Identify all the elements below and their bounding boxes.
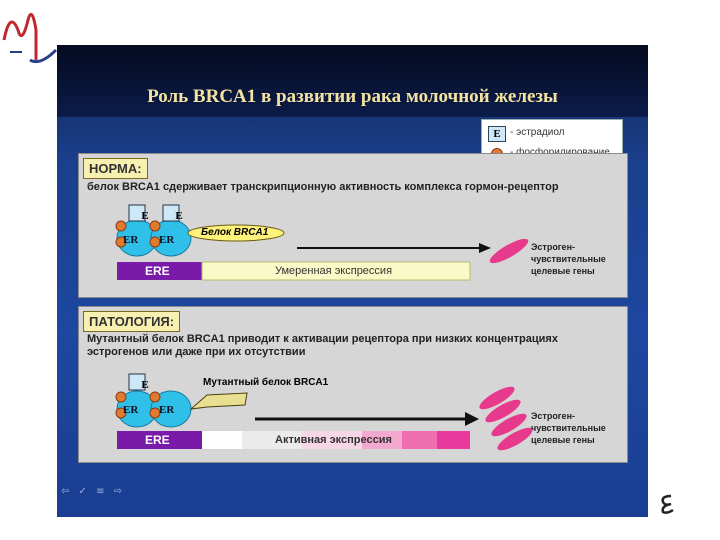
pathology-target-line2: чувствительные (531, 423, 606, 433)
phosphate-dot-7 (150, 392, 160, 402)
institution-logo (0, 0, 60, 70)
pathology-expression-label: Активная экспрессия (275, 434, 392, 446)
phosphate-dot-1 (116, 221, 126, 231)
pathology-target-line1: Эстроген- (531, 411, 575, 421)
norm-ere-label: ERE (145, 264, 170, 278)
norm-expression-label: Умеренная экспрессия (275, 265, 393, 277)
active-expression-arrowhead (465, 412, 479, 426)
expression-arrowhead (479, 243, 491, 253)
pathology-ere-label: ERE (145, 433, 170, 447)
active-bar-seg-1 (202, 431, 242, 449)
legend-estradiol-symbol: E (488, 126, 506, 142)
slide-nav-controls[interactable]: ⇦ ✓ ≡ ⇨ (61, 486, 126, 497)
pathology-description-line2: эстрогенов или даже при их отсутствии (87, 346, 306, 358)
norm-panel (78, 153, 628, 298)
norm-target-line1: Эстроген- (531, 242, 575, 252)
mutant-brca1-label: Мутантный белок BRCA1 (203, 377, 329, 388)
norm-target-line2: чувствительные (531, 254, 606, 264)
norm-er-2: ER (159, 234, 175, 246)
target-gene-1 (487, 235, 531, 267)
active-bar-seg-5 (402, 431, 437, 449)
norm-label: НОРМА: (83, 158, 148, 179)
norm-e-2: E (175, 210, 183, 222)
slide-title: Роль BRCA1 в развитии рака молочной железы (147, 86, 558, 107)
norm-target-line3: целевые гены (531, 266, 595, 276)
brand-logo-icon (655, 492, 679, 516)
norm-e-1: E (141, 210, 149, 222)
mutant-brca1-shape (191, 393, 247, 409)
phosphate-dot-3 (150, 221, 160, 231)
phosphate-dot-5 (116, 392, 126, 402)
pathology-e-1: E (141, 379, 149, 391)
norm-er-1: ER (123, 234, 139, 246)
pathology-er-2: ER (159, 404, 175, 416)
pathology-er-1: ER (123, 404, 139, 416)
brca1-protein-label: Белок BRCA1 (201, 227, 269, 238)
pathology-target-line3: целевые гены (531, 435, 595, 445)
pathology-label: ПАТОЛОГИЯ: (83, 311, 180, 332)
norm-description: белок BRCA1 сдерживает транскрипционную активность комплекса гормон-рецептор (87, 181, 559, 193)
active-bar-seg-6 (437, 431, 470, 449)
pathology-description-line1: Мутантный белок BRCA1 приводит к активации рецептора при низких концентрациях (87, 333, 558, 345)
legend-estradiol-label: - эстрадиол (510, 127, 565, 138)
slide (57, 45, 648, 517)
pathology-panel (78, 306, 628, 463)
